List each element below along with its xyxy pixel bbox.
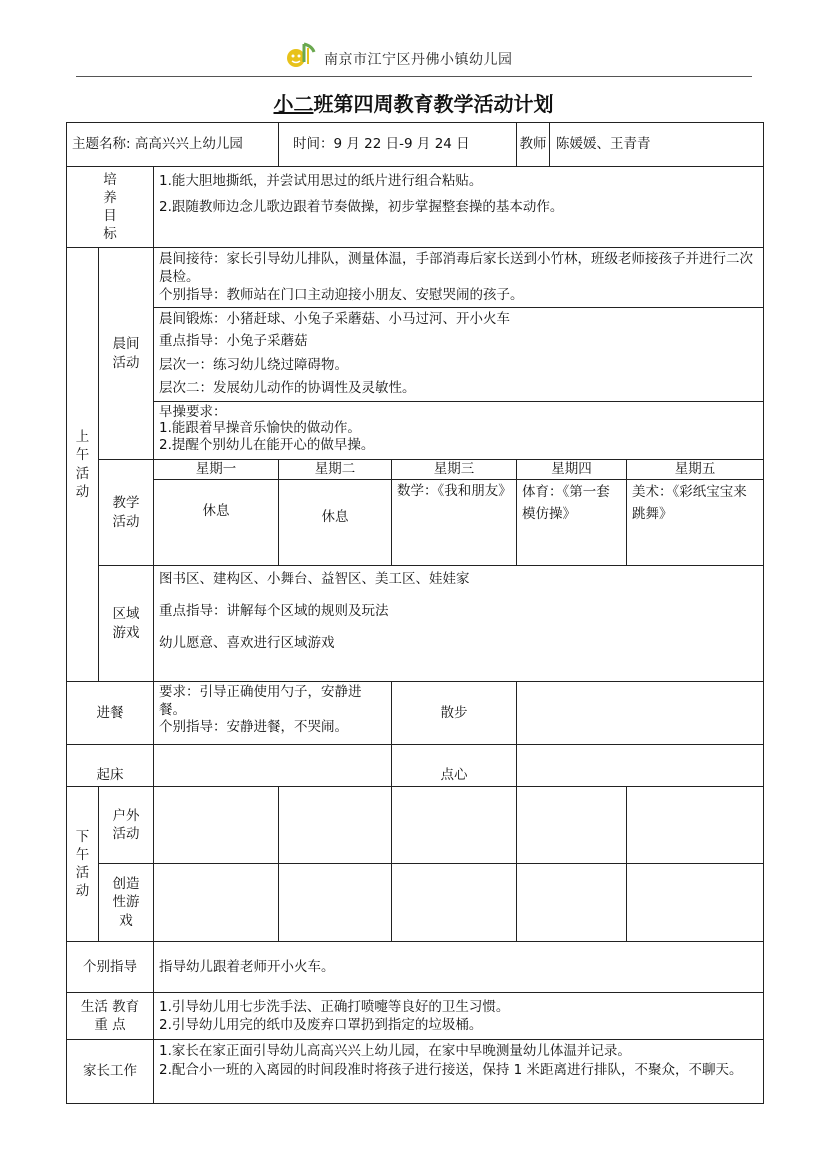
individual-guidance-row bbox=[67, 942, 764, 993]
outdoor-mon bbox=[154, 787, 279, 864]
exercise-focus: 重点指导：小兔子采蘑菇 bbox=[159, 333, 308, 350]
meal-row bbox=[67, 682, 764, 745]
area-game-label: 区域游戏 bbox=[99, 566, 154, 682]
creative-thu bbox=[517, 864, 627, 942]
plan-table bbox=[66, 122, 764, 1104]
creative-mon bbox=[154, 864, 279, 942]
page-header bbox=[76, 40, 752, 77]
school-logo-icon bbox=[284, 40, 318, 70]
parent-work-label: 家长工作 bbox=[67, 1040, 154, 1104]
meal-label: 进餐 bbox=[67, 682, 154, 745]
area-game-row bbox=[67, 566, 764, 682]
life-item: 1.引导幼儿用七步洗手法、正确打喷嚏等良好的卫生习惯。 bbox=[159, 998, 510, 1015]
parent-item: 2.配合小一班的入离园的时间段准时将孩子进行接送，保持 1 米距离进行排队，不聚众，不聊天。 bbox=[159, 1061, 743, 1078]
morning-drill-row bbox=[67, 402, 764, 460]
reception-cell bbox=[154, 248, 764, 308]
teaching-content-row bbox=[67, 480, 764, 566]
individual-text: 个别指导：教师站在门口主动迎接小朋友、安慰哭闹的孩子。 bbox=[159, 287, 524, 304]
creative-wed bbox=[392, 864, 517, 942]
outdoor-wed bbox=[392, 787, 517, 864]
class-name: 小二 bbox=[273, 92, 314, 116]
document-title bbox=[0, 88, 827, 117]
theme-cell: 主题名称: 高高兴兴上幼儿园 bbox=[67, 123, 279, 167]
outdoor-tue bbox=[279, 787, 392, 864]
drill-cell bbox=[154, 402, 764, 460]
outdoor-row bbox=[67, 787, 764, 864]
exercise-text: 晨间锻炼：小猪赶球、小兔子采蘑菇、小马过河、开小火车 bbox=[159, 311, 510, 327]
weekday-fri: 星期五 bbox=[627, 460, 764, 480]
exercise-level-1: 层次一：练习幼儿绕过障碍物。 bbox=[159, 357, 348, 374]
parent-work-row bbox=[67, 1040, 764, 1104]
teaching-label: 教学活动 bbox=[99, 460, 154, 566]
morning-activity-label: 晨间活动 bbox=[99, 248, 154, 460]
goals-content bbox=[154, 167, 764, 248]
time-cell: 时间：9 月 22 日-9 月 24 日 bbox=[279, 123, 517, 167]
weekday-wed: 星期三 bbox=[392, 460, 517, 480]
drill-item: 2.提醒个别幼儿在能开心的做早操。 bbox=[159, 436, 375, 453]
drill-title: 早操要求： bbox=[159, 404, 227, 420]
life-item: 2.引导幼儿用完的纸巾及废弃口罩扔到指定的垃圾桶。 bbox=[159, 1017, 483, 1033]
life-education-content bbox=[154, 993, 764, 1040]
weekday-mon: 星期一 bbox=[154, 460, 279, 480]
creative-label: 创造性游戏 bbox=[99, 864, 154, 942]
area-note: 幼儿愿意、喜欢进行区域游戏 bbox=[159, 635, 335, 652]
goals-row bbox=[67, 167, 764, 248]
walk-label: 散步 bbox=[392, 682, 517, 745]
weekday-row bbox=[67, 460, 764, 480]
teacher-label: 教师 bbox=[517, 123, 550, 166]
outdoor-label: 户外活动 bbox=[99, 787, 154, 864]
weekday-thu: 星期四 bbox=[517, 460, 627, 480]
outdoor-thu bbox=[517, 787, 627, 864]
wake-label: 起床 bbox=[67, 745, 154, 787]
creative-fri bbox=[627, 864, 764, 942]
teacher-names: 陈媛媛、王青青 bbox=[556, 136, 651, 153]
goals-label: 培养目标 bbox=[67, 167, 154, 248]
teaching-wed: 数学：《我和朋友》 bbox=[392, 480, 517, 566]
morning-section-label: 上午活动 bbox=[67, 248, 99, 682]
teaching-tue: 休息 bbox=[279, 480, 392, 566]
title-text: 班第四周教育教学活动计划 bbox=[313, 92, 554, 116]
snack-content bbox=[517, 745, 764, 787]
area-focus: 重点指导：讲解每个区域的规则及玩法 bbox=[159, 603, 389, 620]
meal-requirement: 要求：引导正确使用勺子，安静进餐。 bbox=[159, 684, 362, 718]
reception-text: 晨间接待：家长引导幼儿排队，测量体温，手部消毒后家长送到小竹林，班级老师接孩子并进行二次晨检。 bbox=[159, 251, 753, 286]
individual-guidance-label: 个别指导 bbox=[67, 942, 154, 993]
weekday-tue: 星期二 bbox=[279, 460, 392, 480]
morning-reception-row bbox=[67, 248, 764, 308]
area-list: 图书区、建构区、小舞台、益智区、美工区、娃娃家 bbox=[159, 571, 470, 587]
exercise-cell bbox=[154, 308, 764, 402]
walk-content bbox=[517, 682, 764, 745]
parent-work-content bbox=[154, 1040, 764, 1104]
school-name: 南京市江宁区丹佛小镇幼儿园 bbox=[324, 52, 513, 68]
teaching-fri: 美术：《彩纸宝宝来跳舞》 bbox=[627, 480, 764, 566]
meal-individual: 个别指导：安静进餐，不哭闹。 bbox=[159, 719, 348, 736]
afternoon-section-label: 下午活动 bbox=[67, 787, 99, 942]
creative-row bbox=[67, 864, 764, 942]
teaching-thu: 体育：《第一套模仿操》 bbox=[517, 480, 627, 566]
meal-content bbox=[154, 682, 392, 745]
drill-item: 1.能跟着早操音乐愉快的做动作。 bbox=[159, 420, 361, 437]
goal-item: 2.跟随教师边念儿歌边跟着节奏做操，初步掌握整套操的基本动作。 bbox=[159, 199, 564, 216]
parent-item: 1.家长在家正面引导幼儿高高兴兴上幼儿园，在家中早晚测量幼儿体温并记录。 bbox=[159, 1043, 631, 1059]
creative-tue bbox=[279, 864, 392, 942]
teacher-cell bbox=[517, 123, 764, 167]
wake-content bbox=[154, 745, 392, 787]
life-education-label: 生活 教育 重 点 bbox=[67, 993, 154, 1040]
individual-guidance-text: 指导幼儿跟着老师开小火车。 bbox=[154, 942, 764, 993]
life-education-row bbox=[67, 993, 764, 1040]
goal-item: 1.能大胆地撕纸，并尝试用思过的纸片进行组合粘贴。 bbox=[159, 173, 483, 189]
info-row bbox=[67, 123, 764, 167]
area-game-cell bbox=[154, 566, 764, 682]
exercise-level-2: 层次二：发展幼儿动作的协调性及灵敏性。 bbox=[159, 379, 416, 396]
morning-exercise-row bbox=[67, 308, 764, 402]
snack-label: 点心 bbox=[392, 745, 517, 787]
outdoor-fri bbox=[627, 787, 764, 864]
wake-row bbox=[67, 745, 764, 787]
teaching-mon: 休息 bbox=[154, 480, 279, 566]
